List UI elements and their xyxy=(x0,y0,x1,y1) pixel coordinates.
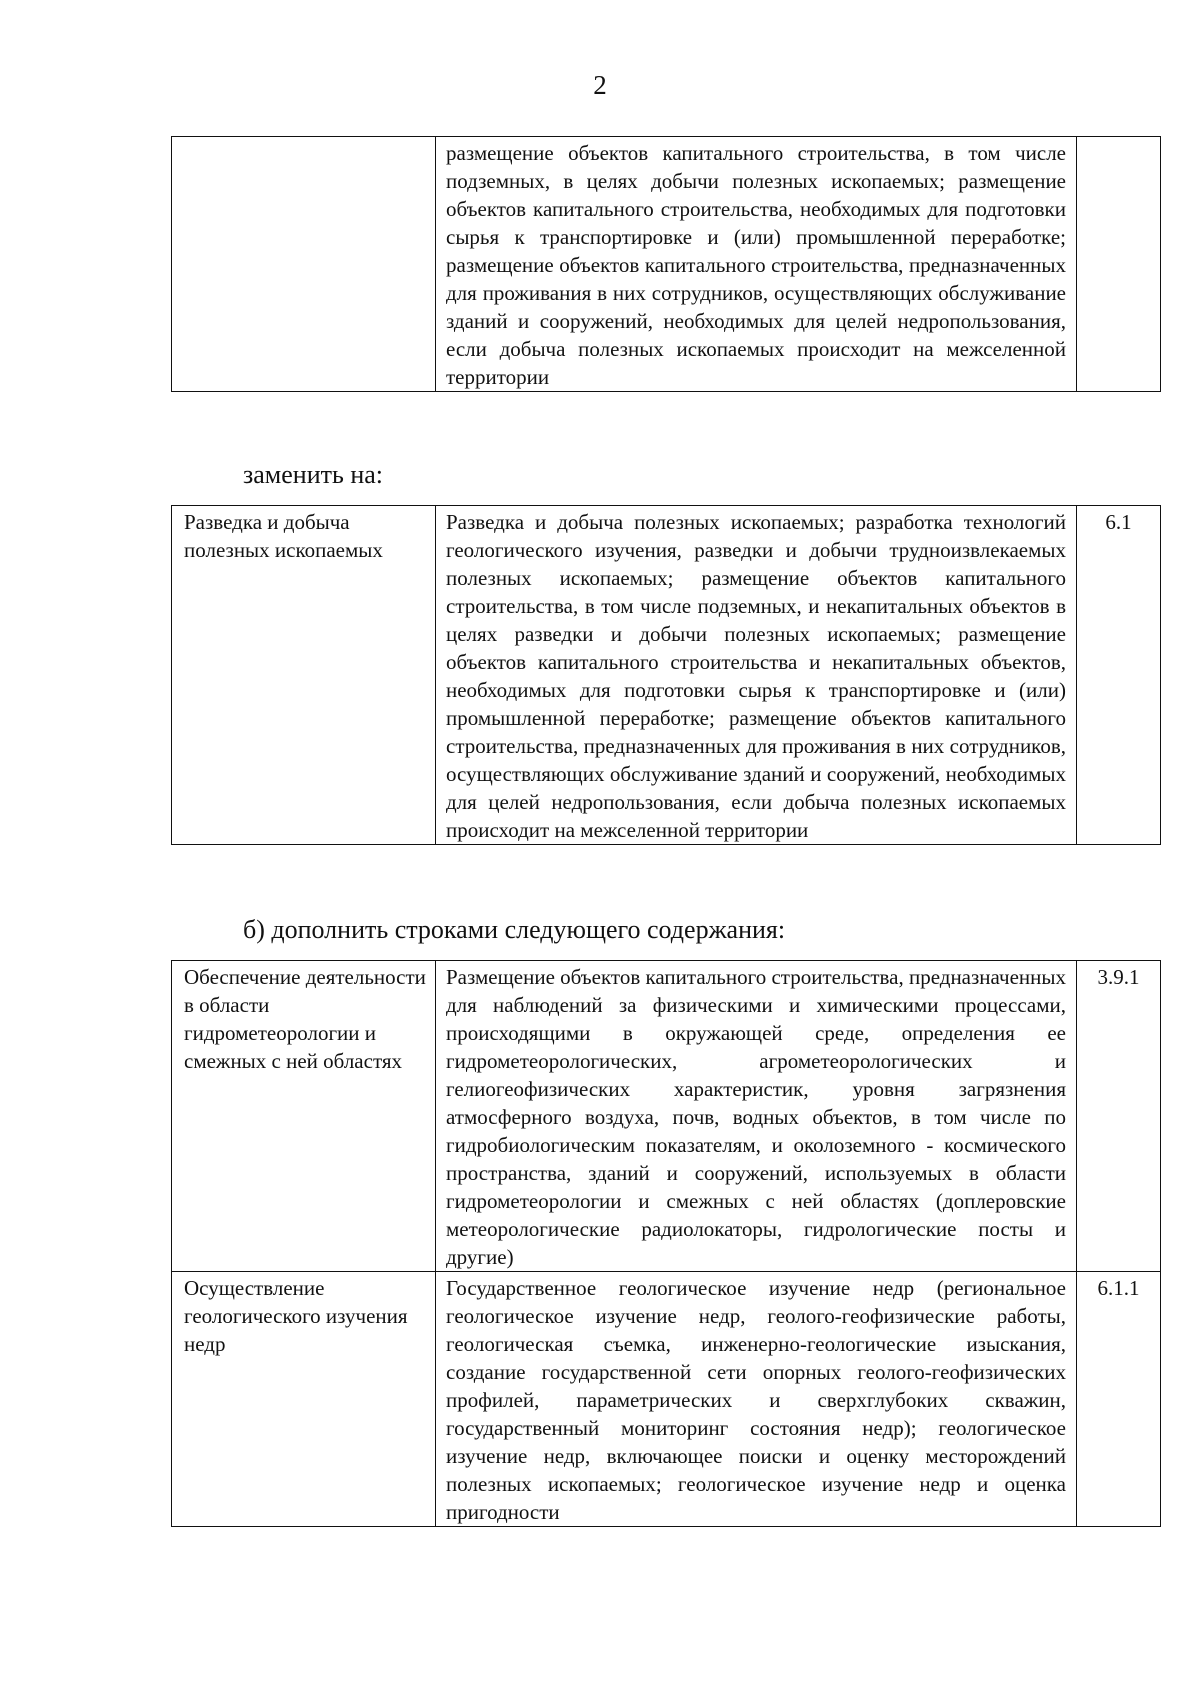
table-row xyxy=(172,137,1161,392)
cell-name: Осуществление геологического изучения недр xyxy=(172,1272,436,1527)
cell-code: 6.1 xyxy=(1077,506,1161,845)
cell-description: Размещение объектов капитального строительства, предназначенных для наблюдений за физическими и химическими процессами, происходящими в окружающей среде, определения ее гидрометеорологических, агрометеорологических и гелиогеофизических характеристик, уровня загрязнения атмосферного воздуха, почв, водных объектов, в том числе по гидробиологическим показателям, и околоземного - космического пространства, зданий и сооружений, используемых в области гидрометеорологии и смежных с ней областях (доплеровские метеорологические радиолокаторы, гидрологические посты и другие) xyxy=(436,961,1077,1272)
instruction-add: б) дополнить строками следующего содержания: xyxy=(243,915,786,944)
table-additions xyxy=(171,960,1161,1527)
cell-code: 3.9.1 xyxy=(1077,961,1161,1272)
cell-name xyxy=(172,137,436,392)
cell-description: Разведка и добыча полезных ископаемых; разработка технологий геологического изучения, разведки и добычи трудноизвлекаемых полезных ископаемых; размещение объектов капитального строительства, в том числе подземных, и некапитальных объектов в целях разведки и добычи полезных ископаемых; размещение объектов капитального строительства и некапитальных объектов, необходимых для подготовки сырья к транспортировке и (или) промышленной переработке; размещение объектов капитального строительства, предназначенных для проживания в них сотрудников, осуществляющих обслуживание зданий и сооружений, необходимых для целей недропользования, если добыча полезных ископаемых происходит на межселенной территории xyxy=(436,506,1077,845)
instruction-replace: заменить на: xyxy=(243,460,384,489)
page-number: 2 xyxy=(593,70,607,100)
cell-code xyxy=(1077,137,1161,392)
table-row xyxy=(172,506,1161,845)
cell-name: Обеспечение деятельности в области гидрометеорологии и смежных с ней областях xyxy=(172,961,436,1272)
table-row xyxy=(172,961,1161,1272)
table-replacement xyxy=(171,505,1161,845)
cell-code: 6.1.1 xyxy=(1077,1272,1161,1527)
cell-description: размещение объектов капитального строительства, в том числе подземных, в целях добычи полезных ископаемых; размещение объектов капитального строительства, необходимых для подготовки сырья к транспортировке и (или) промышленной переработке; размещение объектов капитального строительства, предназначенных для проживания в них сотрудников, осуществляющих обслуживание зданий и сооружений, необходимых для целей недропользования, если добыча полезных ископаемых происходит на межселенной территории xyxy=(436,137,1077,392)
cell-name: Разведка и добыча полезных ископаемых xyxy=(172,506,436,845)
table-top-continuation xyxy=(171,136,1161,392)
table-row xyxy=(172,1272,1161,1527)
cell-description: Государственное геологическое изучение недр (региональное геологическое изучение недр, геолого-геофизические работы, геологическая съемка, инженерно-геологические изыскания, создание государственной сети опорных геолого-геофизических профилей, параметрических и сверхглубоких скважин, государственный мониторинг состояния недр); геологическое изучение недр, включающее поиски и оценку месторождений полезных ископаемых; геологическое изучение недр и оценка пригодности xyxy=(436,1272,1077,1527)
